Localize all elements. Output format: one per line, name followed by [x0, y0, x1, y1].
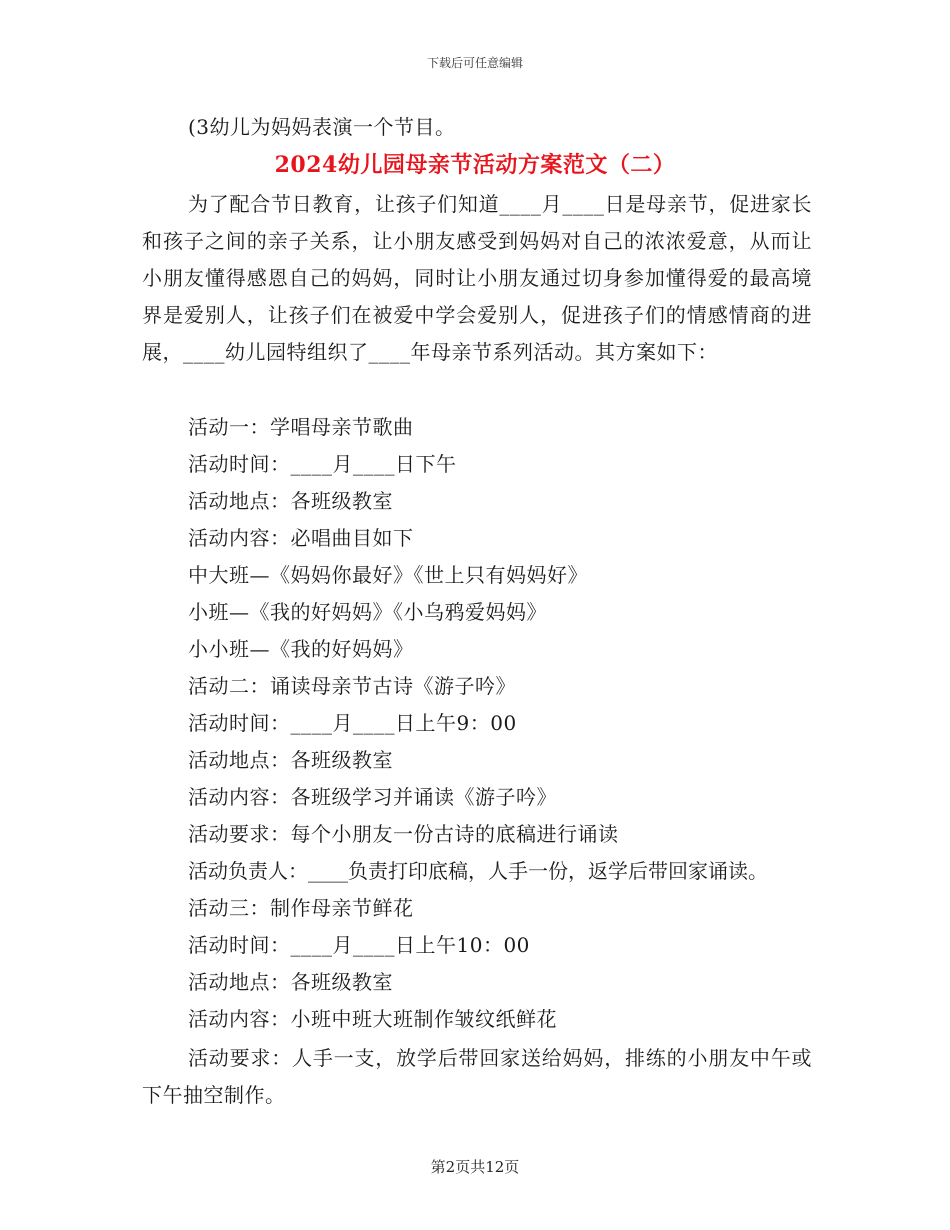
activity-line: 活动时间：____月____日上午9：00: [188, 711, 517, 735]
activity-line: 中大班—《妈妈你最好》《世上只有妈妈好》: [188, 563, 588, 587]
page-number: 第2页共12页: [430, 1158, 520, 1176]
activity-line: 活动三：制作母亲节鲜花: [188, 896, 414, 920]
activity-line: 活动要求：每个小朋友一份古诗的底稿进行诵读: [188, 822, 619, 846]
activity-line: 小班—《我的好妈妈》《小乌鸦爱妈妈》: [188, 600, 547, 624]
activity-line: 小小班—《我的好妈妈》: [188, 637, 414, 661]
activity-line: 活动时间：____月____日下午: [188, 452, 457, 476]
intro-paragraph: 为了配合节日教育，让孩子们知道____月____日是母亲节，促进家长和孩子之间的亲子关系，让小朋友感受到妈妈对自己的浓浓爱意，从而让小朋友懂得感恩自己的妈妈，同时让小朋友通过切身参加懂得爱的最高境界是爱别人，让孩子们在被爱中学会爱别人，促进孩子们的情感情商的进展，____幼儿园特组织了____年母亲节系列活动。其方案如下：: [142, 192, 812, 364]
activity-line: 活动时间：____月____日上午10：00: [188, 933, 530, 957]
activity-line: 活动负责人：____负责打印底稿，人手一份，返学后带回家诵读。: [188, 859, 768, 883]
activity-line: 活动内容：小班中班大班制作皱纹纸鲜花: [188, 1007, 557, 1031]
activity-line: 活动一：学唱母亲节歌曲: [188, 415, 414, 439]
closing-paragraph: 活动要求：人手一支，放学后带回家送给妈妈，排练的小朋友中午或下午抽空制作。: [142, 1046, 812, 1107]
previous-list-item: (3幼儿为妈妈表演一个节目。: [188, 115, 456, 139]
section-title: 2024幼儿园母亲节活动方案范文（二）: [274, 152, 676, 178]
activity-line: 活动地点：各班级教室: [188, 489, 393, 513]
activity-line: 活动二：诵读母亲节古诗《游子吟》: [188, 674, 516, 698]
activity-line: 活动内容：必唱曲目如下: [188, 526, 414, 550]
activity-line: 活动地点：各班级教室: [188, 970, 393, 994]
page-header-note: 下载后可任意编辑: [426, 56, 523, 70]
activity-line: 活动内容：各班级学习并诵读《游子吟》: [188, 785, 557, 809]
activity-line: 活动地点：各班级教室: [188, 748, 393, 772]
